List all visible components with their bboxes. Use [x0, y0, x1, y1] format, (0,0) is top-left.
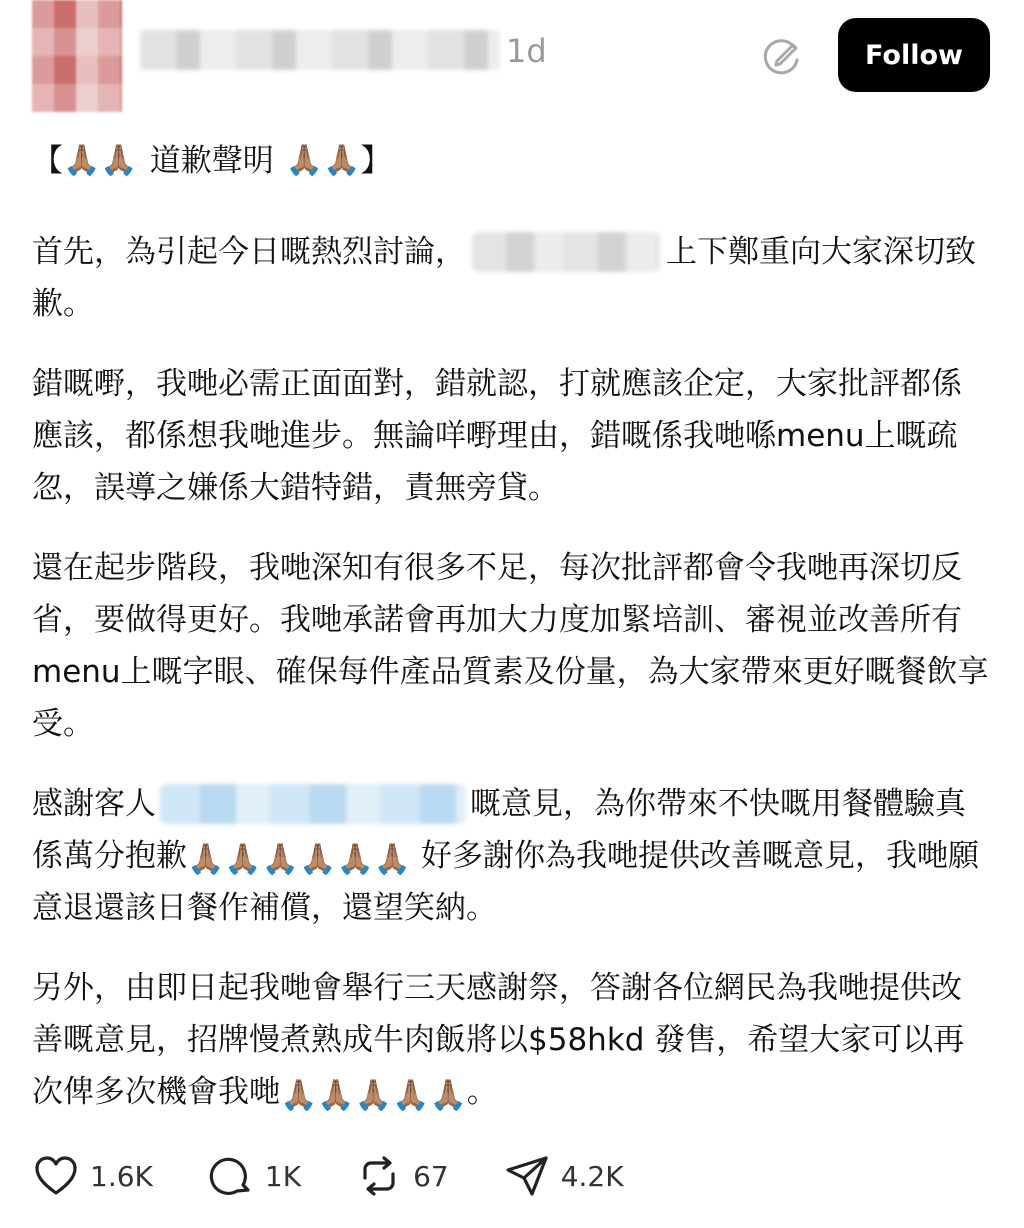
paragraph-3: 還在起步階段，我哋深知有很多不足，每次批評都會令我哋再深切反省，要做得更好。我哋承諾會再加大力度加緊培訓、審視並改善所有menu上嘅字眼、確保每件產品質素及份量，為大家帶來更好嘅餐飲享受。 [32, 550, 989, 742]
comment-icon [207, 1152, 255, 1200]
paragraph-1-text-a: 首先，為引起今日嘅熱烈討論， [32, 234, 466, 270]
comment-count: 1K [264, 1159, 302, 1193]
pray-emoji: 🙏🏽 [224, 842, 262, 877]
username-blurred[interactable] [140, 30, 500, 70]
paragraph-4-text-a: 感謝客人 [32, 786, 156, 822]
comment-button[interactable] [207, 1152, 301, 1200]
title-text: 道歉聲明 [149, 143, 274, 179]
paragraph-1-text-b: 上下鄭重向大家深切致歉。 [32, 234, 976, 322]
repost-count: 67 [413, 1159, 449, 1193]
pray-emoji: 🙏🏽 [373, 842, 412, 877]
paragraph-2: 錯嘅嘢，我哋必需正面面對，錯就認，打就應該企定，大家批評都係應該，都係想我哋進步。無論咩嘢理由，錯嘅係我哋喺menu上嘅疏忽，誤導之嫌係大錯特錯，責無旁貸。 [32, 366, 962, 506]
pray-emoji: 🙏🏽 [392, 1078, 430, 1113]
post-header [0, 0, 1024, 110]
paragraph-5 [32, 962, 992, 1118]
paragraph-4-text-c: 好多謝你為我哋提供改善嘅意見，我哋願意退還該日餐作補償，還望笑納。 [32, 838, 980, 926]
pray-emoji: 🙏🏽 [100, 143, 138, 178]
paragraph-1 [32, 226, 992, 330]
repost-icon [355, 1152, 403, 1200]
title-bracket-close: 】 [360, 143, 392, 179]
pray-emoji: 🙏🏽 [187, 842, 225, 877]
like-count: 1.6K [90, 1159, 153, 1193]
pray-emoji: 🙏🏽 [299, 842, 337, 877]
share-icon [503, 1152, 551, 1200]
paragraph-4 [32, 778, 992, 934]
pray-emoji: 🙏🏽 [323, 143, 361, 178]
title-bracket-open: 【 [32, 143, 63, 179]
follow-button[interactable]: Follow [838, 18, 990, 92]
pray-emoji: 🙏🏽 [317, 1078, 355, 1113]
avatar[interactable] [32, 0, 122, 112]
pray-emoji: 🙏🏽 [354, 1078, 393, 1113]
action-bar [32, 1148, 678, 1204]
redacted-name [472, 232, 660, 272]
pray-emoji: 🙏🏽 [261, 842, 300, 877]
pray-emoji: 🙏🏽 [280, 1078, 318, 1113]
post-body [32, 134, 992, 1118]
pray-emoji: 🙏🏽 [336, 842, 374, 877]
share-button[interactable] [503, 1152, 624, 1200]
post-title [32, 134, 992, 188]
repost-button[interactable] [355, 1152, 449, 1200]
redacted-mention[interactable] [160, 784, 466, 824]
paragraph-4-text-b: 嘅意見，為你帶來不快嘅用餐體驗真係萬分抱歉 [32, 786, 966, 874]
pray-emoji: 🙏🏽 [63, 143, 101, 178]
heart-icon [32, 1152, 80, 1200]
share-count: 4.2K [560, 1159, 624, 1193]
edit-icon[interactable] [760, 34, 804, 78]
paragraph-5-text-b: 。 [466, 1074, 498, 1110]
paragraph-5-text-a: 另外，由即日起我哋會舉行三天感謝祭，答謝各位網民為我哋提供改善嘅意見，招牌慢煮熟成牛肉飯將以$58hkd 發售，希望大家可以再次俾多次機會我哋 [32, 970, 965, 1110]
like-button[interactable] [32, 1152, 153, 1200]
timestamp: 1d [506, 32, 547, 70]
pray-emoji: 🙏🏽 [429, 1078, 467, 1113]
pray-emoji: 🙏🏽 [285, 143, 324, 178]
